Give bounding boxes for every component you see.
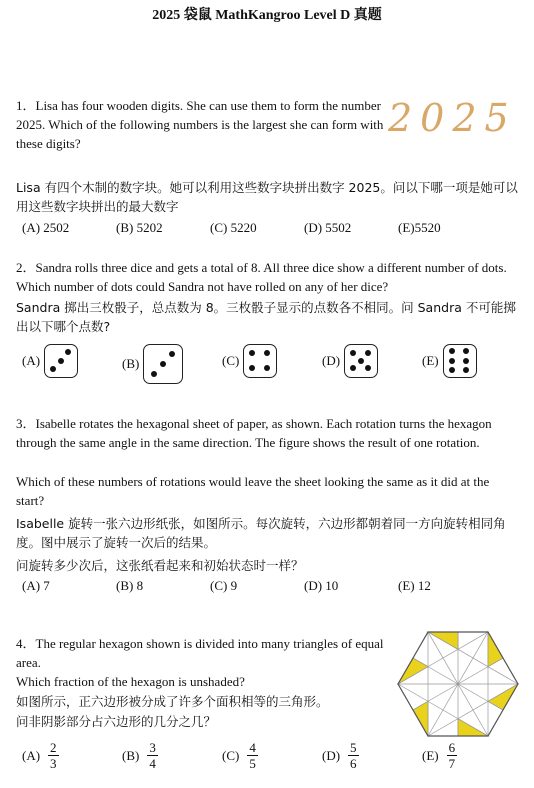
die-pip [350, 350, 356, 356]
q4-option-label: (B) [122, 747, 140, 763]
die-pip [365, 365, 371, 371]
q3-options [22, 578, 492, 594]
die-pip [463, 348, 469, 354]
die-pip [169, 351, 175, 357]
die-pip [365, 350, 371, 356]
fraction-denominator: 6 [350, 756, 357, 771]
fraction-denominator: 4 [149, 756, 156, 771]
q3-option-c[interactable]: (C) 9 [210, 578, 238, 593]
q2-option-c[interactable] [222, 344, 277, 378]
die-pip [58, 358, 64, 364]
q2-option-e[interactable] [422, 344, 477, 378]
fraction [247, 740, 258, 771]
q1-text-en: 1．Lisa has four wooden digits. She can use them to form the number 2025. Which of the following numbers is the largest she can form with these digits? [16, 98, 384, 151]
q2-option-label: (B) [122, 356, 140, 371]
q3-text-zh2: 问旋转多少次后，这张纸看起来和初始状态时一样？ [16, 558, 304, 573]
q2-option-label: (D) [322, 353, 341, 368]
die-face-6-icon [443, 344, 477, 378]
q2-option-label: (A) [22, 353, 41, 368]
q2-option-b[interactable] [122, 344, 183, 384]
die-face-5-icon [344, 344, 378, 378]
q4-hexagon-figure [396, 630, 520, 738]
q2-option-label: (C) [222, 353, 240, 368]
die-pip [463, 367, 469, 373]
die-face-3-icon [143, 344, 183, 384]
q1-text-zh: Lisa 有四个木制的数字块。她可以利用这些数字块拼出数字 2025。问以下哪一项是她可以用这些数字块拼出的最大数字 [16, 180, 518, 214]
fraction-denominator: 5 [249, 756, 256, 771]
q1-option-a[interactable]: (A) 2502 [22, 220, 70, 235]
q3-option-d[interactable]: (D) 10 [304, 578, 339, 593]
fraction-denominator: 7 [448, 756, 456, 771]
q2-option-a[interactable] [22, 344, 78, 378]
q3-text-en2: Which of these numbers of rotations would leave the sheet looking the same as it did at the start? [16, 474, 490, 508]
q1-option-b[interactable]: (B) 5202 [116, 220, 163, 235]
q4-option-label: (E) [422, 747, 439, 763]
die-face-4-icon [243, 344, 277, 378]
die-pip [264, 350, 270, 356]
q3-text-en: 3．Isabelle rotates the hexagonal sheet of paper, as shown. Each rotation turns the hexagon through the same angle in the same direction. The figure shows the result of one rotation. [16, 416, 492, 450]
fraction [447, 740, 458, 771]
q4-option-c[interactable] [222, 740, 258, 771]
q2-text-en: 2．Sandra rolls three dice and gets a total of 8. All three dice show a different number of dots. Which number of dots could Sandra not have rolled on any of her dice? [16, 260, 507, 294]
q4-option-a[interactable] [22, 740, 59, 771]
die-pip [249, 365, 255, 371]
fraction-numerator: 2 [50, 740, 57, 755]
die-pip [449, 348, 455, 354]
die-pip [264, 365, 270, 371]
q4-option-b[interactable] [122, 740, 158, 771]
die-pip [449, 358, 455, 364]
q3-text-zh: Isabelle 旋转一张六边形纸张，如图所示。每次旋转，六边形都朝着同一方向旋转相同角度。图中展示了旋转一次后的结果。 [16, 516, 506, 550]
fraction [48, 740, 59, 771]
page-title: 2025 袋鼠 MathKangroo Level D 真题 [152, 8, 382, 23]
fraction-denominator: 3 [50, 756, 57, 771]
q1-option-c[interactable]: (C) 5220 [210, 220, 257, 235]
q1-options [22, 220, 492, 236]
fraction-numerator: 6 [448, 740, 456, 755]
q4-option-label: (A) [22, 747, 41, 763]
q2-dice-options [22, 344, 502, 384]
die-pip [65, 349, 71, 355]
q1-option-d[interactable]: (D) 5502 [304, 220, 352, 235]
q4-option-label: (D) [322, 747, 341, 763]
fraction-numerator: 4 [249, 740, 256, 755]
q3-option-a[interactable]: (A) 7 [22, 578, 50, 593]
die-pip [50, 366, 56, 372]
fraction [147, 740, 158, 771]
q4-option-e[interactable] [422, 740, 457, 771]
die-pip [463, 358, 469, 364]
q4-option-d[interactable] [322, 740, 359, 771]
die-pip [151, 371, 157, 377]
q4-text-zh: 如图所示，正六边形被分成了许多个面积相等的三角形。 [16, 694, 329, 709]
q4-option-label: (C) [222, 747, 240, 763]
q2-option-d[interactable] [322, 344, 378, 378]
die-pip [358, 358, 364, 364]
fraction-numerator: 3 [149, 740, 156, 755]
fraction [348, 740, 359, 771]
q2-option-label: (E) [422, 353, 439, 368]
die-pip [160, 361, 166, 367]
q4-text-en: 4．The regular hexagon shown is divided into many triangles of equal area. [16, 636, 384, 670]
q2-text-zh: Sandra 掷出三枚骰子，总点数为 8。三枚骰子显示的点数各不相同。问 Sandra 不可能掷出以下哪个点数? [16, 300, 516, 334]
q3-option-b[interactable]: (B) 8 [116, 578, 144, 593]
fraction-numerator: 5 [350, 740, 357, 755]
die-pip [449, 367, 455, 373]
q4-text-zh2: 问非阴影部分占六边形的几分之几？ [16, 714, 217, 729]
die-face-3-icon [44, 344, 78, 378]
q4-fraction-options [22, 740, 502, 784]
q3-option-e[interactable]: (E) 12 [398, 578, 431, 593]
q4-text-en2: Which fraction of the hexagon is unshaded? [16, 674, 245, 689]
die-pip [350, 365, 356, 371]
logo-2025: 2025 [388, 96, 517, 140]
die-pip [249, 350, 255, 356]
q1-option-e[interactable]: (E)5520 [398, 220, 441, 235]
